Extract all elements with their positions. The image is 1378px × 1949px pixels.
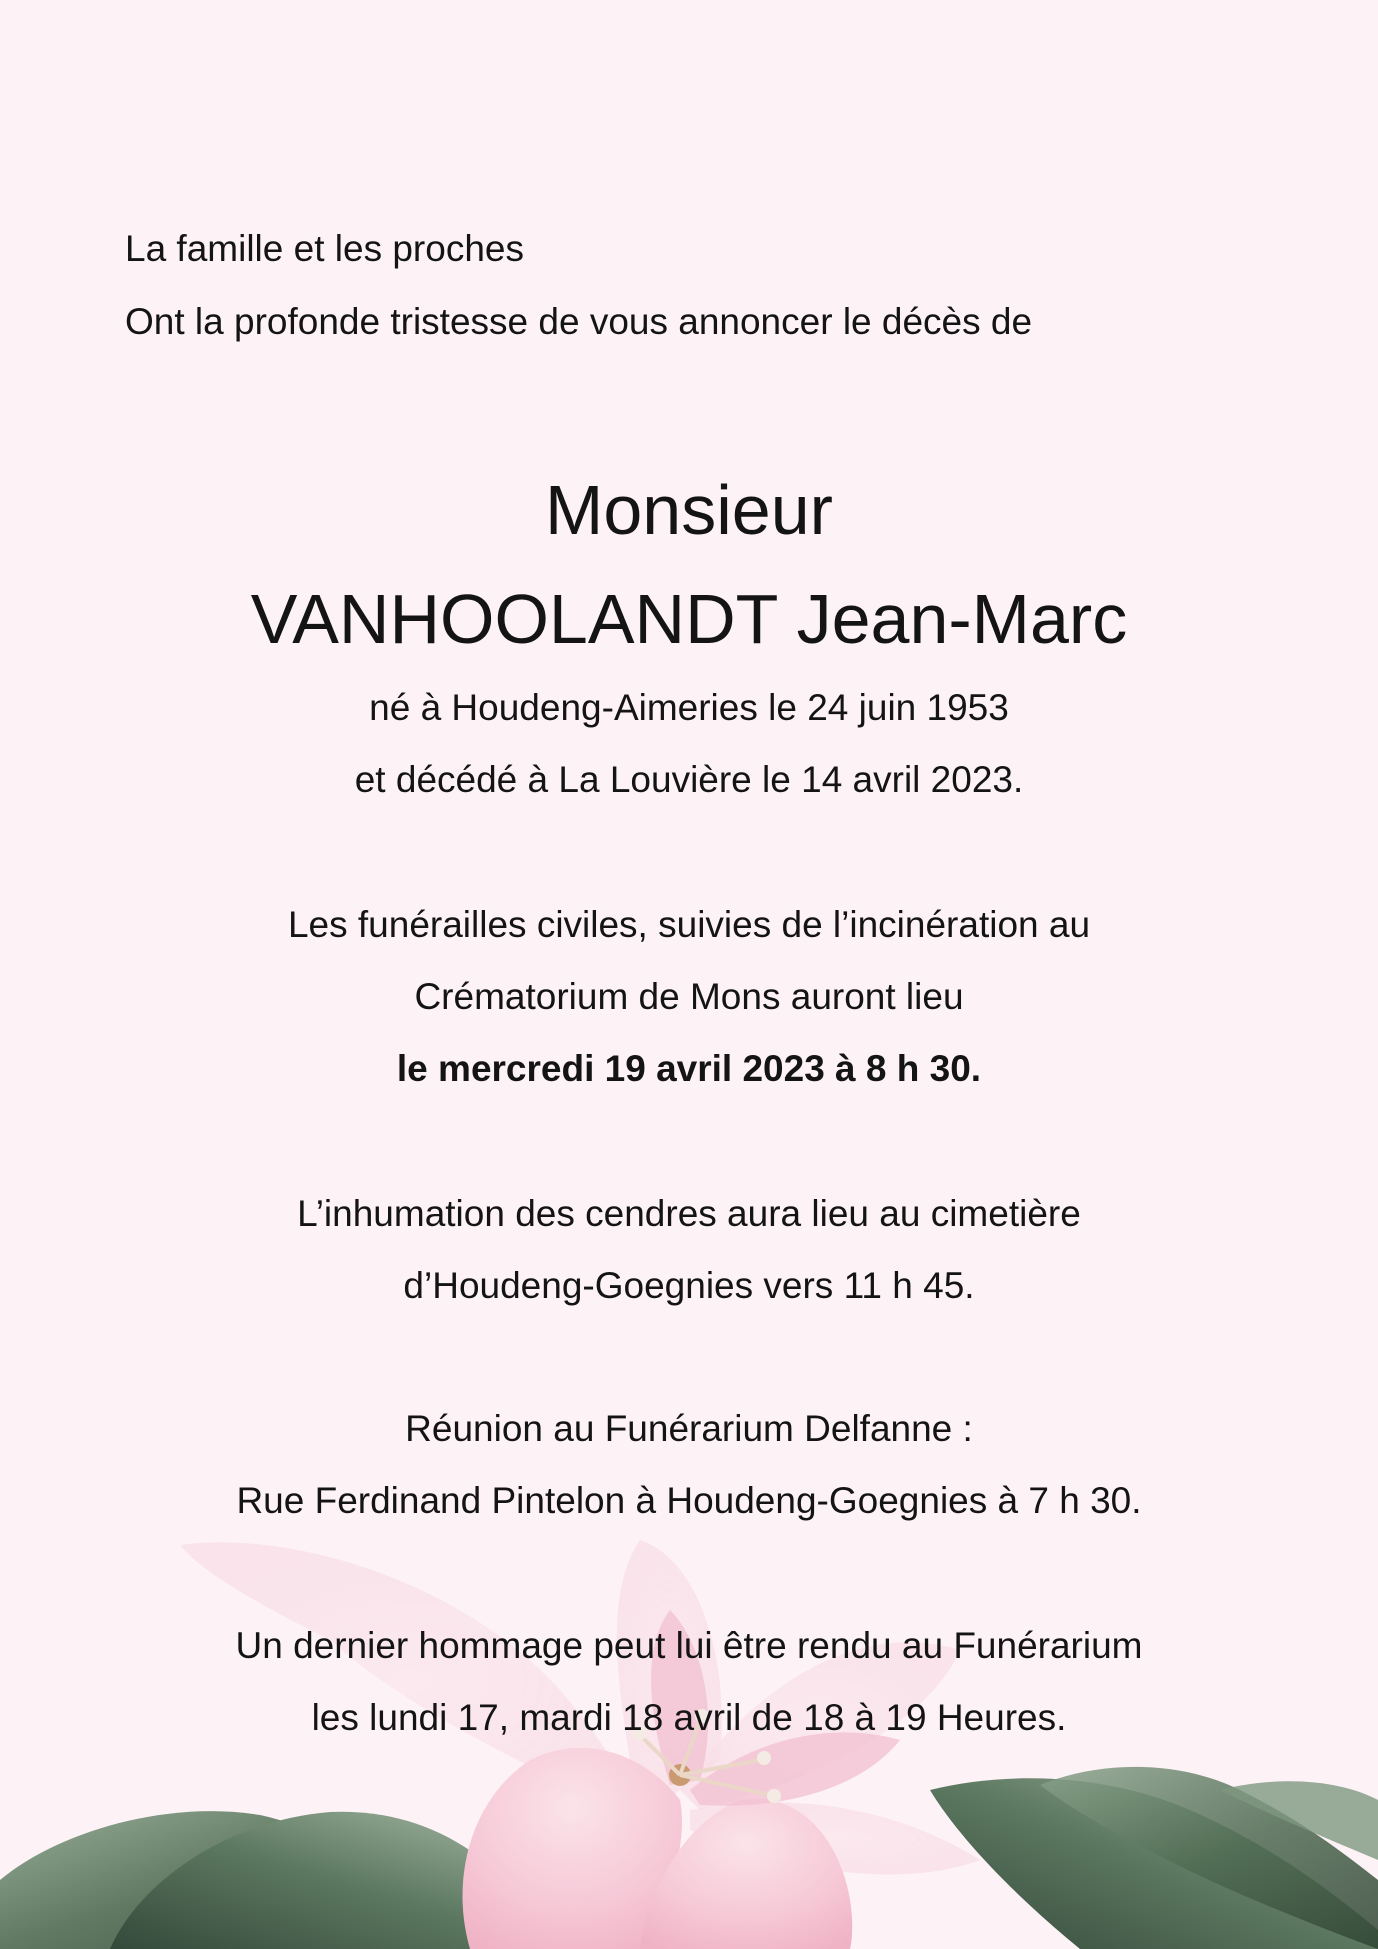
burial-line-1: L’inhumation des cendres aura lieu au cimetière [297, 1193, 1081, 1234]
death-line: et décédé à La Louvière le 14 avril 2023. [354, 759, 1024, 800]
funeral-date: le mercredi 19 avril 2023 à 8 h 30. [396, 1048, 982, 1089]
funeral-line-2: Crématorium de Mons auront lieu [414, 976, 964, 1017]
intro-block [125, 212, 1032, 358]
burial-line-2: d’Houdeng-Goegnies vers 11 h 45. [403, 1265, 975, 1306]
intro-family-line: La famille et les proches [125, 228, 524, 269]
tribute-line-1: Un dernier hommage peut lui être rendu au Funérarium [235, 1625, 1143, 1666]
intro-announcement-line: Ont la profonde tristesse de vous annoncer le décès de [125, 301, 1033, 342]
deceased-name: VANHOOLANDT Jean-Marc [250, 580, 1128, 658]
meeting-line-1: Réunion au Funérarium Delfanne : [405, 1408, 973, 1449]
meeting-line-2: Rue Ferdinand Pintelon à Houdeng-Goegnies à 7 h 30. [236, 1480, 1142, 1521]
tribute-line-2: les lundi 17, mardi 18 avril de 18 à 19 Heures. [311, 1697, 1067, 1738]
birth-line: né à Houdeng-Aimeries le 24 juin 1953 [369, 687, 1009, 728]
funeral-line-1: Les funérailles civiles, suivies de l’incinération au [287, 904, 1091, 945]
honorific-title: Monsieur [545, 471, 833, 549]
